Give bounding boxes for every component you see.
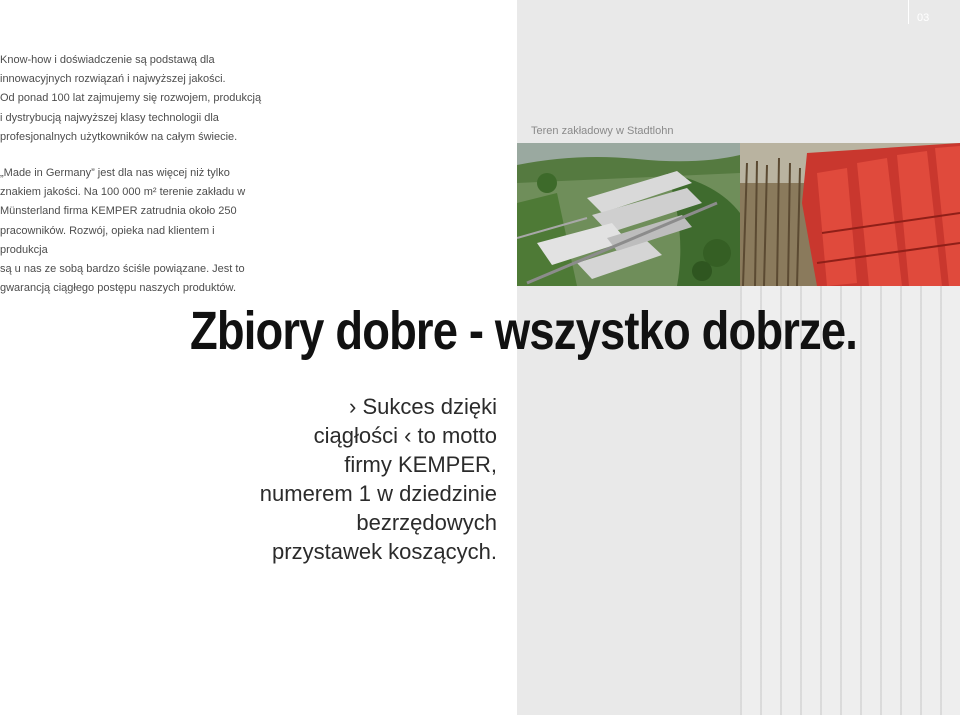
body-line: są u nas ze sobą bardzo ściśle powiązane. Jest to <box>0 263 245 276</box>
intro-paragraph <box>0 51 300 147</box>
headline: Zbiory dobre - wszystko dobrze. <box>190 301 858 361</box>
body-paragraph <box>0 164 260 298</box>
page-number-divider <box>908 0 909 24</box>
body-line: „Made in Germany” jest dla nas więcej niż tylko <box>0 167 230 179</box>
quote-line: › Sukces dzięki <box>349 394 497 419</box>
body-line: Münsterland firma KEMPER zatrudnia około 250 <box>0 205 237 218</box>
quote-line: przystawek koszących. <box>272 539 497 564</box>
quote-line: firmy KEMPER, <box>344 452 497 477</box>
body-line: pracowników. Rozwój, opieka nad klientem i produkcja <box>0 224 215 256</box>
intro-line: profesjonalnych użytkowników na całym świecie. <box>0 130 238 143</box>
factory-and-harvester-photo <box>517 143 960 286</box>
body-line: znakiem jakości. Na 100 000 m² terenie zakładu w <box>0 186 246 199</box>
body-line: gwarancją ciągłego postępu naszych produktów. <box>0 282 237 295</box>
intro-line: Od ponad 100 lat zajmujemy się rozwojem, produkcją <box>0 92 262 105</box>
pull-quote <box>240 392 497 566</box>
aerial-factory-image <box>517 143 740 286</box>
photo-caption: Teren zakładowy w Stadtlohn <box>531 125 674 137</box>
page-number: 03 <box>917 12 930 24</box>
quote-line: ciągłości ‹ to motto <box>313 423 497 448</box>
quote-line: numerem 1 w dziedzinie <box>259 481 497 506</box>
intro-line: i dystrybucją najwyższej klasy technologii dla <box>0 111 219 124</box>
quote-line: bezrzędowych <box>356 510 497 535</box>
intro-line: Know-how i doświadczenie są podstawą dla <box>0 54 215 66</box>
harvester-header-image <box>740 143 960 286</box>
intro-line: innowacyjnych rozwiązań i najwyższej jakości. <box>0 73 226 86</box>
